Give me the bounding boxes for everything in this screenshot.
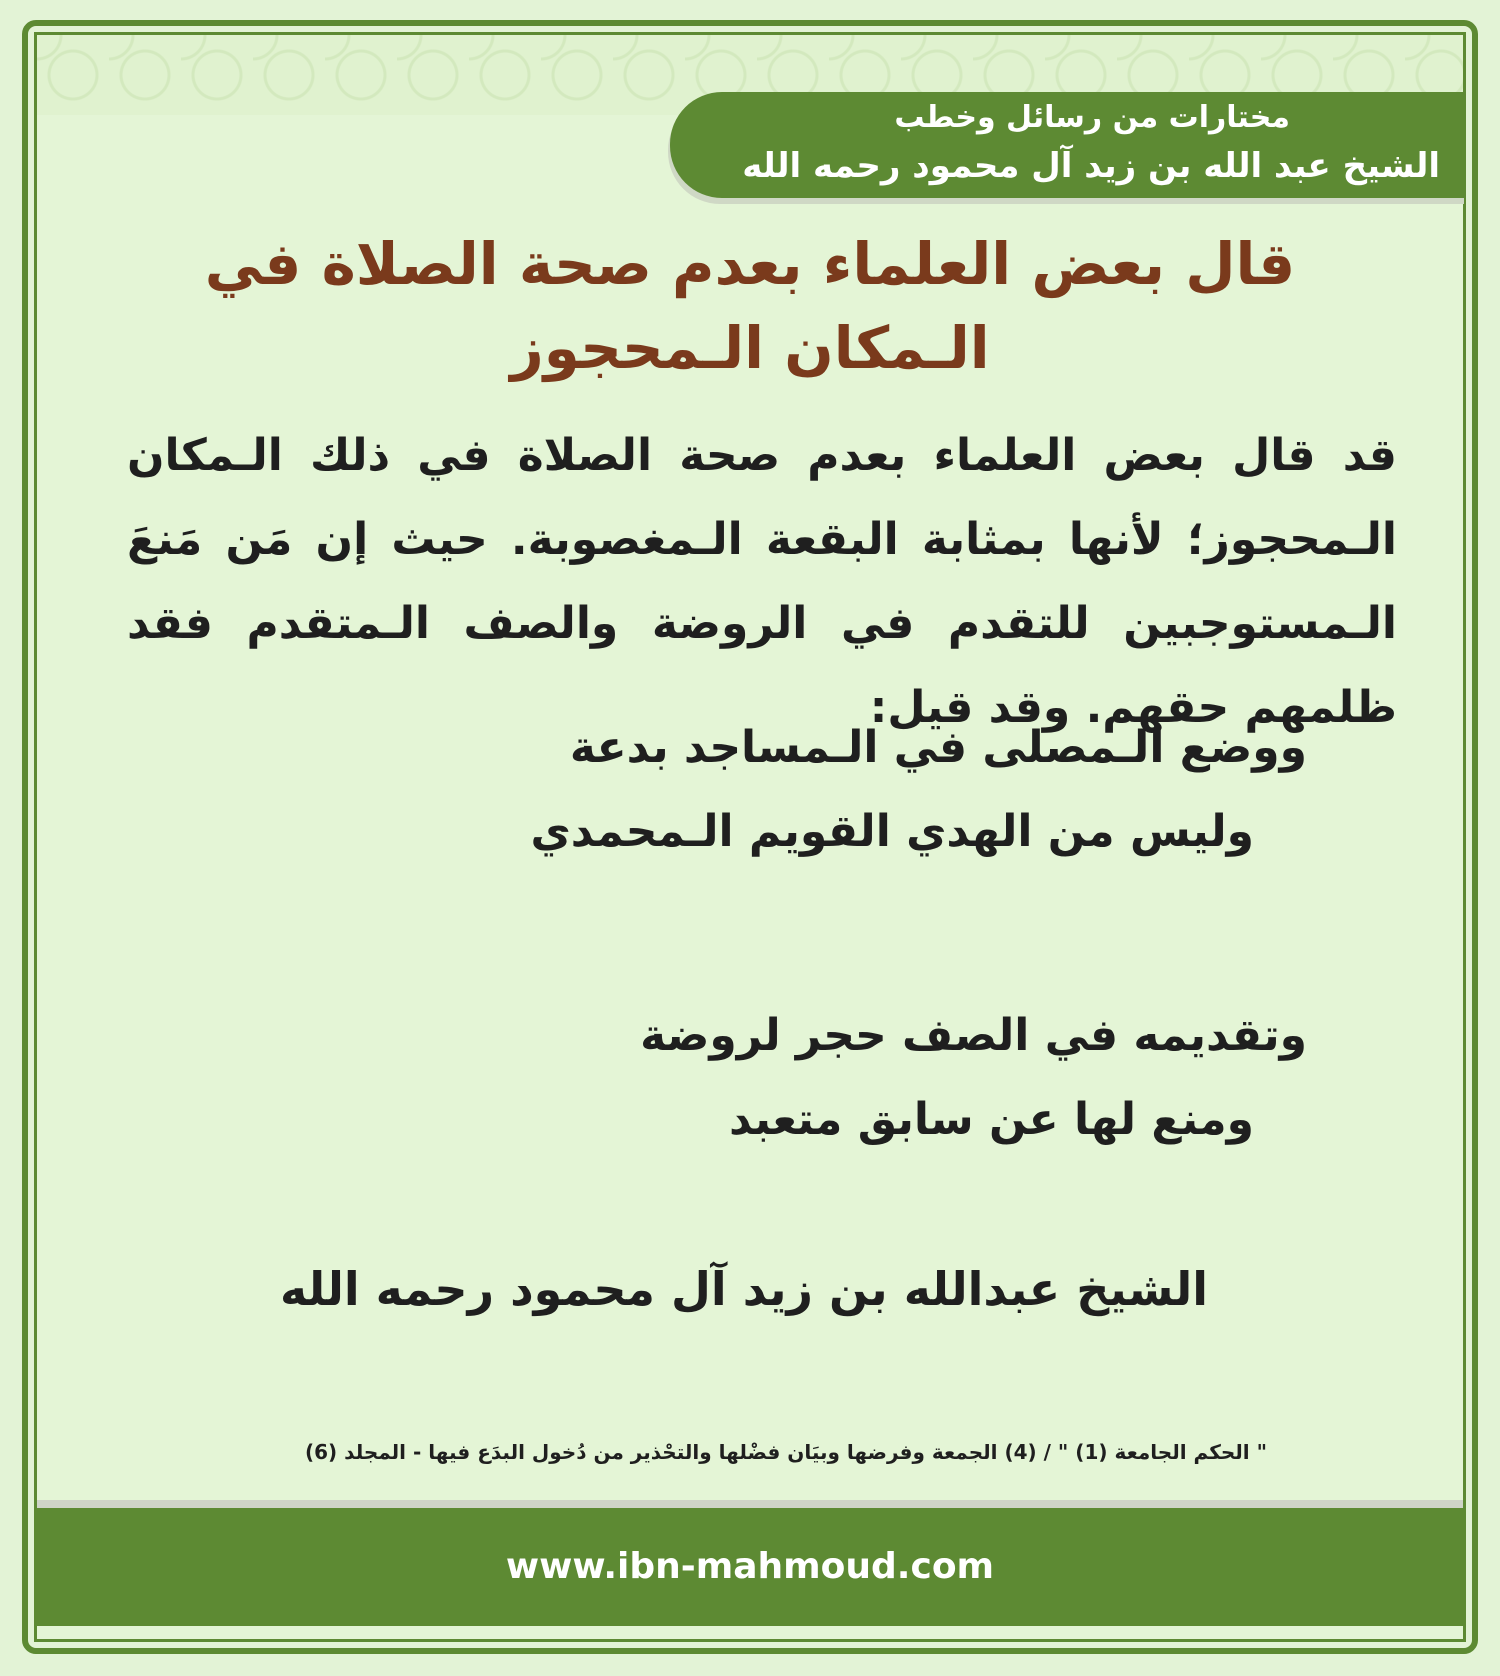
poem-line-2: وليس من الهدي القويم الـمحمدي — [530, 806, 1254, 857]
header-subtitle: مختارات من رسائل وخطب — [894, 100, 1290, 135]
signature: الشيخ عبدالله بن زيد آل محمود رحمه الله — [279, 1262, 1208, 1316]
poem-line-3: وتقديمه في الصف حجر لروضة — [640, 1010, 1307, 1061]
source-citation: " الحكم الجامعة (1) " / (4) الجمعة وفرضها وبيَان فضْلها والتحْذير من دُخول البدَع فيها - المجلد (6) — [304, 1440, 1267, 1464]
body-paragraph: قد قال بعض العلماء بعدم صحة الصلاة في ذلك الـمكان الـمحجوز؛ لأنها بمثابة البقعة الـمغصوبة. حيث إن مَن مَنعَ الـمستوجبين للتقدم في الروضة والصف الـمتقدم فقد ظلمهم حقهم. وقد قيل: — [127, 430, 1397, 733]
website-url: www.ibn-mahmoud.com — [505, 1546, 995, 1587]
poem-line-1: ووضع الـمصلى في الـمساجد بدعة — [569, 722, 1307, 773]
header-author: الشيخ عبد الله بن زيد آل محمود رحمه الله — [742, 146, 1440, 186]
page-title: قال بعض العلماء بعدم صحة الصلاة في الـمكان الـمحجوز — [204, 230, 1296, 382]
poem-line-4: ومنع لها عن سابق متعبد — [728, 1094, 1254, 1145]
